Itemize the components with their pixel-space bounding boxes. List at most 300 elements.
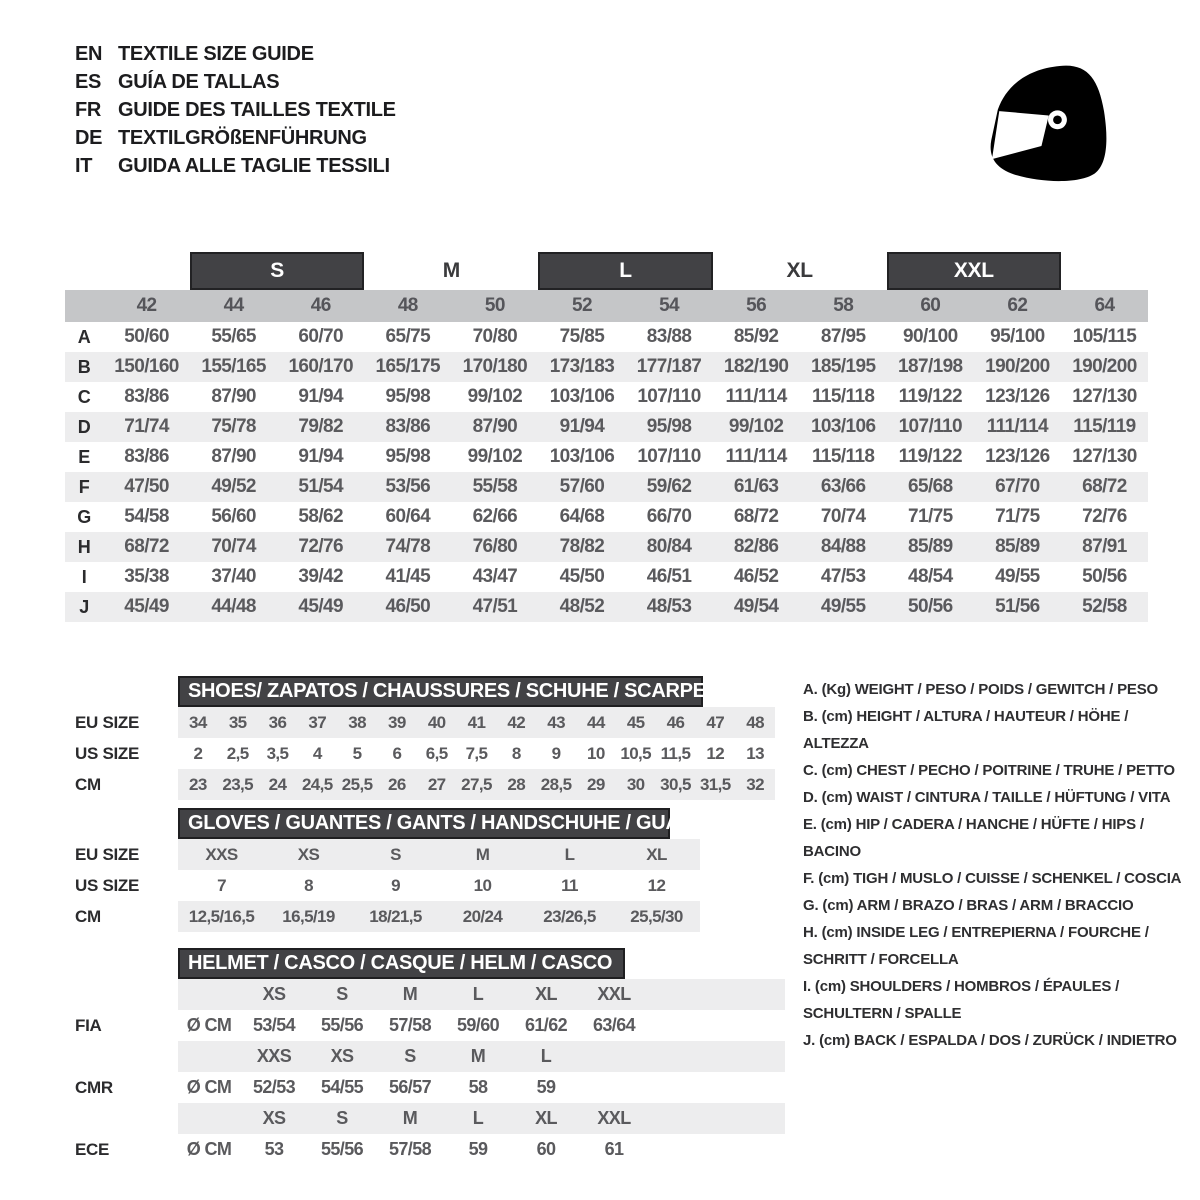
size-value: 31,5 <box>699 774 731 794</box>
size-value: 6,5 <box>425 743 448 763</box>
size-value: 24 <box>268 774 287 794</box>
table-row-D <box>65 412 1148 442</box>
helmet-size: XL <box>535 984 557 1004</box>
language-title-list <box>75 40 396 180</box>
helmet-values-row-fia <box>75 1010 785 1041</box>
size-value: 107/110 <box>637 446 701 467</box>
unit-cell <box>178 1103 240 1134</box>
size-value: 91/94 <box>559 416 605 437</box>
size-value: 46 <box>666 712 685 732</box>
numeric-size-row <box>65 290 1148 322</box>
size-value: 39 <box>388 712 406 732</box>
language-code: DE <box>75 126 103 149</box>
size-value: 115/118 <box>812 386 875 407</box>
legend-item: I. (cm) SHOULDERS / HOMBROS / ÉPAULES / SCHULTERN / SPALLE <box>803 978 1120 1022</box>
size-value: 71/74 <box>124 416 169 437</box>
size-value: 71/75 <box>908 506 953 527</box>
helmet-size: L <box>540 1046 552 1066</box>
table-row-G <box>65 502 1148 532</box>
numeric-size: 58 <box>833 295 854 316</box>
table-row-F <box>65 472 1148 502</box>
size-value: 111/114 <box>725 386 787 407</box>
size-value: XS <box>297 844 320 864</box>
size-value: 37 <box>308 712 327 732</box>
unit-cell <box>178 1041 240 1072</box>
language-code: EN <box>75 42 103 65</box>
size-value: 2 <box>193 743 203 763</box>
legend-item: B. (cm) HEIGHT / ALTURA / HAUTEUR / HÖHE / ALTEZZA <box>803 708 1129 752</box>
row-values <box>178 1103 785 1134</box>
helmet-value: 59 <box>468 1139 488 1159</box>
helmet-value: 59/60 <box>456 1015 500 1035</box>
size-value: 119/122 <box>898 386 962 407</box>
size-value: 57/60 <box>559 476 605 497</box>
helmet-value: 59 <box>536 1077 556 1097</box>
size-value: 30,5 <box>660 774 691 794</box>
language-title: TEXTILGRÖßENFÜHRUNG <box>118 126 367 149</box>
size-value: XXS <box>205 844 238 864</box>
size-value: 56/60 <box>211 506 256 527</box>
table-row-A <box>65 322 1148 352</box>
size-value: 59/62 <box>646 476 692 497</box>
helmet-sizes-row-ece <box>75 1103 785 1134</box>
size-value: 185/195 <box>810 356 876 377</box>
size-value: 111/114 <box>986 416 1049 437</box>
legend-item: J. (cm) BACK / ESPALDA / DOS / ZURÜCK / INDIETRO <box>803 1032 1177 1049</box>
size-value: 177/187 <box>636 356 702 377</box>
size-value: 42 <box>507 712 526 732</box>
size-value: 23,5 <box>222 774 254 794</box>
size-value: 16,5/19 <box>282 906 335 926</box>
row-values <box>178 738 775 769</box>
size-value: 103/106 <box>549 386 615 407</box>
language-code: FR <box>75 98 102 121</box>
helmet-value: 61/62 <box>524 1015 568 1035</box>
size-value: 79/82 <box>298 416 343 437</box>
language-row <box>75 68 396 96</box>
helmet-value: 53 <box>264 1139 284 1159</box>
size-value: 27,5 <box>461 774 492 794</box>
size-value: 107/110 <box>898 416 962 437</box>
size-value: 68/72 <box>124 536 169 557</box>
size-value: 7,5 <box>465 743 488 763</box>
size-group-m: M <box>442 259 460 282</box>
size-value: 4 <box>312 743 322 763</box>
size-value: 12 <box>706 743 725 763</box>
helmet-sizes-row-fia <box>75 979 785 1010</box>
helmet-size: XL <box>535 1108 557 1128</box>
size-value: 28,5 <box>540 774 572 794</box>
size-group-s: S <box>190 252 364 290</box>
size-value: 45/49 <box>124 596 169 617</box>
size-value: 50/56 <box>1082 566 1127 587</box>
helmet-value: 55/56 <box>320 1015 364 1035</box>
helmet-values-row-ece <box>75 1134 785 1165</box>
size-value: 87/95 <box>820 326 866 347</box>
row-label: US SIZE <box>75 875 140 895</box>
size-value: 9 <box>391 875 400 895</box>
language-row <box>75 40 396 68</box>
size-value: 45 <box>626 712 645 732</box>
size-value: 11 <box>561 875 578 895</box>
helmet-size: L <box>472 984 484 1004</box>
helmet-value: 60 <box>536 1139 556 1159</box>
size-group-l: L <box>538 252 712 290</box>
size-value: 95/100 <box>990 326 1045 347</box>
numeric-size: 64 <box>1094 295 1115 316</box>
measurement-rows <box>65 322 1148 622</box>
size-value: 55/58 <box>472 476 518 497</box>
table-row-E <box>65 442 1148 472</box>
size-value: 99/102 <box>467 386 523 407</box>
helmet-size: XS <box>330 1046 354 1066</box>
size-value: 30 <box>626 774 645 794</box>
size-value: 87/90 <box>211 386 256 407</box>
size-value: L <box>564 844 575 864</box>
row-values <box>178 769 775 800</box>
size-value: 160/170 <box>288 356 353 377</box>
row-letter: J <box>79 596 89 617</box>
row-letter: G <box>77 506 91 527</box>
size-value: 74/78 <box>385 536 431 557</box>
row-letter: F <box>78 476 90 497</box>
size-value: 95/98 <box>385 386 431 407</box>
row-label <box>75 1041 178 1072</box>
size-value: 12,5/16,5 <box>188 906 255 926</box>
size-value: 68/72 <box>733 506 779 527</box>
size-value: 123/126 <box>985 446 1050 467</box>
helmet-value: 53/54 <box>252 1015 296 1035</box>
row-label: US SIZE <box>75 743 140 763</box>
size-value: 182/190 <box>723 356 789 377</box>
row-letter: C <box>77 386 91 407</box>
size-value: 60/70 <box>298 326 343 347</box>
size-value: 99/102 <box>728 416 784 437</box>
row-values <box>178 707 775 738</box>
sub-table-row <box>75 870 700 901</box>
size-value: 75/78 <box>211 416 256 437</box>
size-value: 47/53 <box>820 566 866 587</box>
size-value: 46/52 <box>733 566 779 587</box>
size-value: 9 <box>551 743 561 763</box>
size-value: 87/90 <box>211 446 256 467</box>
size-value: 5 <box>352 743 362 763</box>
size-value: 52/58 <box>1082 596 1127 617</box>
size-value: 105/115 <box>1072 326 1137 347</box>
size-value: 84/88 <box>820 536 866 557</box>
helmet-size: L <box>472 1108 484 1128</box>
size-value: 87/91 <box>1082 536 1127 557</box>
size-value: 80/84 <box>646 536 692 557</box>
legend-item: G. (cm) ARM / BRAZO / BRAS / ARM / BRACCIO <box>803 897 1134 914</box>
size-value: 39/42 <box>298 566 343 587</box>
size-value: 62/66 <box>472 506 518 527</box>
helmet-size: XXS <box>256 1046 292 1066</box>
sub-table-row <box>75 738 775 769</box>
numeric-size: 48 <box>397 295 418 316</box>
size-value: 50/60 <box>124 326 169 347</box>
helmet-icon <box>976 38 1136 206</box>
size-value: 61/63 <box>733 476 779 497</box>
row-label <box>75 979 178 1010</box>
legend-item: E. (cm) HIP / CADERA / HANCHE / HÜFTE / HIPS / BACINO <box>803 816 1144 860</box>
size-value: 78/82 <box>559 536 605 557</box>
size-value: 111/114 <box>725 446 787 467</box>
row-label: CM <box>75 906 101 926</box>
size-value: 55/65 <box>211 326 256 347</box>
size-value: 95/98 <box>385 446 431 467</box>
size-value: 67/70 <box>995 476 1040 497</box>
size-value: 85/92 <box>733 326 779 347</box>
helmet-size <box>580 1041 648 1072</box>
size-value: 48/52 <box>559 596 605 617</box>
size-value: 65/68 <box>908 476 953 497</box>
helmet-value: 56/57 <box>388 1077 432 1097</box>
shoes-table-header <box>178 676 706 707</box>
size-value: 48 <box>746 712 764 732</box>
size-value: 99/102 <box>467 446 523 467</box>
size-group-xxl: XXL <box>887 252 1061 290</box>
size-value: 54/58 <box>124 506 169 527</box>
row-letter: I <box>81 566 87 587</box>
numeric-size: 56 <box>746 295 767 316</box>
numeric-size: 44 <box>223 295 244 316</box>
size-value: 41/45 <box>385 566 431 587</box>
size-value: 34 <box>189 712 207 732</box>
table-row-C <box>65 382 1148 412</box>
size-value: 43/47 <box>472 566 518 587</box>
corner-cell <box>65 290 103 322</box>
numeric-size: 60 <box>920 295 941 316</box>
standard-label: ECE <box>75 1139 110 1159</box>
helmet-title: HELMET / CASCO / CASQUE / HELM / CASCO <box>188 952 613 974</box>
size-value: 72/76 <box>298 536 343 557</box>
size-value: 70/74 <box>820 506 866 527</box>
size-group-header-row <box>65 252 1148 290</box>
language-title: GUIDA ALLE TAGLIE TESSILI <box>118 154 390 177</box>
size-value: 75/85 <box>559 326 605 347</box>
language-code: IT <box>75 154 93 177</box>
size-value: 83/86 <box>124 446 169 467</box>
size-value: 49/52 <box>211 476 256 497</box>
helmet-size: M <box>402 984 418 1004</box>
legend-item: D. (cm) WAIST / CINTURA / TAILLE / HÜFTUNG / VITA <box>803 789 1171 806</box>
size-value: 123/126 <box>985 386 1050 407</box>
size-value: 18/21,5 <box>369 906 422 926</box>
sub-table-row <box>75 839 700 870</box>
size-value: 190/200 <box>985 356 1050 377</box>
helmet-value: 61 <box>604 1139 624 1159</box>
size-value: S <box>390 844 401 864</box>
helmet-size: M <box>402 1108 418 1128</box>
helmet-value <box>580 1072 648 1103</box>
size-value: 187/198 <box>898 356 963 377</box>
helmet-size: S <box>336 984 348 1004</box>
size-value: 127/130 <box>1072 386 1137 407</box>
size-value: 107/110 <box>637 386 701 407</box>
table-row-H <box>65 532 1148 562</box>
size-value: 36 <box>268 712 287 732</box>
size-value: 115/118 <box>812 446 875 467</box>
size-value: 20/24 <box>462 906 503 926</box>
row-label: EU SIZE <box>75 712 140 732</box>
unit-cell: Ø CM <box>186 1139 232 1159</box>
row-values <box>178 901 700 932</box>
row-values <box>178 979 785 1010</box>
size-value: 3,5 <box>266 743 289 763</box>
helmet-size: XS <box>262 984 286 1004</box>
helmet-value: 57/58 <box>388 1139 432 1159</box>
unit-cell <box>178 979 240 1010</box>
sub-table-row <box>75 901 700 932</box>
size-value: 83/86 <box>385 416 431 437</box>
size-value: 115/119 <box>1073 416 1136 437</box>
size-value: 83/86 <box>124 386 169 407</box>
sub-table-row <box>75 769 775 800</box>
size-value: 25,5 <box>341 774 373 794</box>
size-value: 53/56 <box>385 476 431 497</box>
size-value: 68/72 <box>1082 476 1127 497</box>
row-label <box>75 1103 178 1134</box>
size-value: 91/94 <box>298 386 343 407</box>
helmet-table-header <box>178 948 625 979</box>
numeric-size: 50 <box>484 295 505 316</box>
numeric-size: 62 <box>1007 295 1028 316</box>
language-code: ES <box>75 70 102 93</box>
size-value: 48/53 <box>646 596 692 617</box>
size-value: 35/38 <box>124 566 169 587</box>
size-value: 51/56 <box>995 596 1040 617</box>
size-value: 35 <box>228 712 247 732</box>
size-value: 173/183 <box>549 356 615 377</box>
language-title: GUÍA DE TALLAS <box>118 70 280 93</box>
size-value: M <box>475 844 490 864</box>
helmet-size: S <box>404 1046 416 1066</box>
size-value: 72/76 <box>1082 506 1127 527</box>
gloves-title: GLOVES / GUANTES / GANTS / HANDSCHUHE / GUANTI <box>188 812 711 834</box>
size-value: 8 <box>511 743 521 763</box>
size-value: 150/160 <box>114 356 179 377</box>
unit-cell: Ø CM <box>186 1077 232 1097</box>
size-value: 70/80 <box>472 326 518 347</box>
helmet-sizes-row-cmr <box>75 1041 785 1072</box>
size-value: 60/64 <box>385 506 431 527</box>
size-value: 66/70 <box>646 506 692 527</box>
standard-label: CMR <box>75 1077 113 1097</box>
size-value: 11,5 <box>660 743 691 763</box>
helmet-size: S <box>336 1108 348 1128</box>
size-value: 10 <box>473 875 492 895</box>
row-letter: E <box>78 446 90 467</box>
row-values <box>178 1041 785 1072</box>
size-value: 46/51 <box>646 566 692 587</box>
helmet-values-row-cmr <box>75 1072 785 1103</box>
language-title: TEXTILE SIZE GUIDE <box>118 42 314 65</box>
helmet-size: M <box>470 1046 486 1066</box>
language-row <box>75 152 396 180</box>
size-value: 48/54 <box>908 566 953 587</box>
size-value: 24,5 <box>301 774 333 794</box>
table-row-J <box>65 592 1148 622</box>
size-value: 13 <box>746 743 764 763</box>
helmet-value: 63/64 <box>592 1015 636 1035</box>
size-group-xl: XL <box>786 259 813 282</box>
legend-item: C. (cm) CHEST / PECHO / POITRINE / TRUHE / PETTO <box>803 762 1175 779</box>
helmet-value: 54/55 <box>320 1077 364 1097</box>
size-value: 82/86 <box>733 536 779 557</box>
size-value: 170/180 <box>462 356 528 377</box>
size-value: 71/75 <box>995 506 1040 527</box>
row-values <box>178 1134 785 1165</box>
size-value: 12 <box>647 875 666 895</box>
language-title: GUIDE DES TAILLES TEXTILE <box>118 98 396 121</box>
size-value: 32 <box>746 774 764 794</box>
helmet-value: 58 <box>468 1077 488 1097</box>
size-value: 103/106 <box>549 446 615 467</box>
size-value: 29 <box>587 774 605 794</box>
size-value: 47/51 <box>472 596 518 617</box>
row-letter: A <box>77 326 91 347</box>
row-values <box>178 1010 785 1041</box>
legend-item: F. (cm) TIGH / MUSLO / CUISSE / SCHENKEL / COSCIA <box>803 870 1182 887</box>
size-value: 165/175 <box>375 356 441 377</box>
numeric-size: 52 <box>571 295 592 316</box>
size-value: 91/94 <box>298 446 343 467</box>
size-value: 190/200 <box>1072 356 1137 377</box>
size-value: 83/88 <box>646 326 692 347</box>
row-label: EU SIZE <box>75 844 140 864</box>
helmet-value: 55/56 <box>320 1139 364 1159</box>
size-value: 40 <box>427 712 446 732</box>
size-value: 44/48 <box>211 596 256 617</box>
size-value: 49/55 <box>820 596 866 617</box>
size-value: 10,5 <box>620 743 652 763</box>
legend-item: H. (cm) INSIDE LEG / ENTREPIERNA / FOURCHE / SCHRITT / FORCELLA <box>803 924 1149 968</box>
size-value: 7 <box>217 875 226 895</box>
row-values <box>178 870 700 901</box>
row-letter: H <box>77 536 91 557</box>
size-value: 47/50 <box>124 476 169 497</box>
size-value: 90/100 <box>903 326 958 347</box>
size-value: 23 <box>189 774 207 794</box>
size-value: 25,5/30 <box>630 906 683 926</box>
sub-table-row <box>75 707 775 738</box>
helmet-size: XS <box>262 1108 286 1128</box>
size-value: 43 <box>547 712 565 732</box>
size-value: 87/90 <box>472 416 518 437</box>
row-values <box>178 839 700 870</box>
numeric-size: 46 <box>310 295 331 316</box>
size-value: 85/89 <box>908 536 953 557</box>
row-letter: B <box>77 356 91 377</box>
size-value: 65/75 <box>385 326 431 347</box>
size-value: 27 <box>427 774 446 794</box>
helmet-value: 57/58 <box>388 1015 432 1035</box>
helmet-size: XXL <box>597 1108 631 1128</box>
size-value: 38 <box>348 712 366 732</box>
size-value: 85/89 <box>995 536 1040 557</box>
row-label: CM <box>75 774 101 794</box>
language-row <box>75 124 396 152</box>
shoes-title: SHOES/ ZAPATOS / CHAUSSURES / SCHUHE / SCARPE <box>188 680 706 702</box>
size-value: 44 <box>587 712 605 732</box>
numeric-size: 54 <box>659 295 679 316</box>
size-value: 76/80 <box>472 536 518 557</box>
size-value: 2,5 <box>226 743 249 763</box>
size-value: 51/54 <box>298 476 343 497</box>
standard-label: FIA <box>75 1015 102 1035</box>
size-value: 119/122 <box>898 446 962 467</box>
